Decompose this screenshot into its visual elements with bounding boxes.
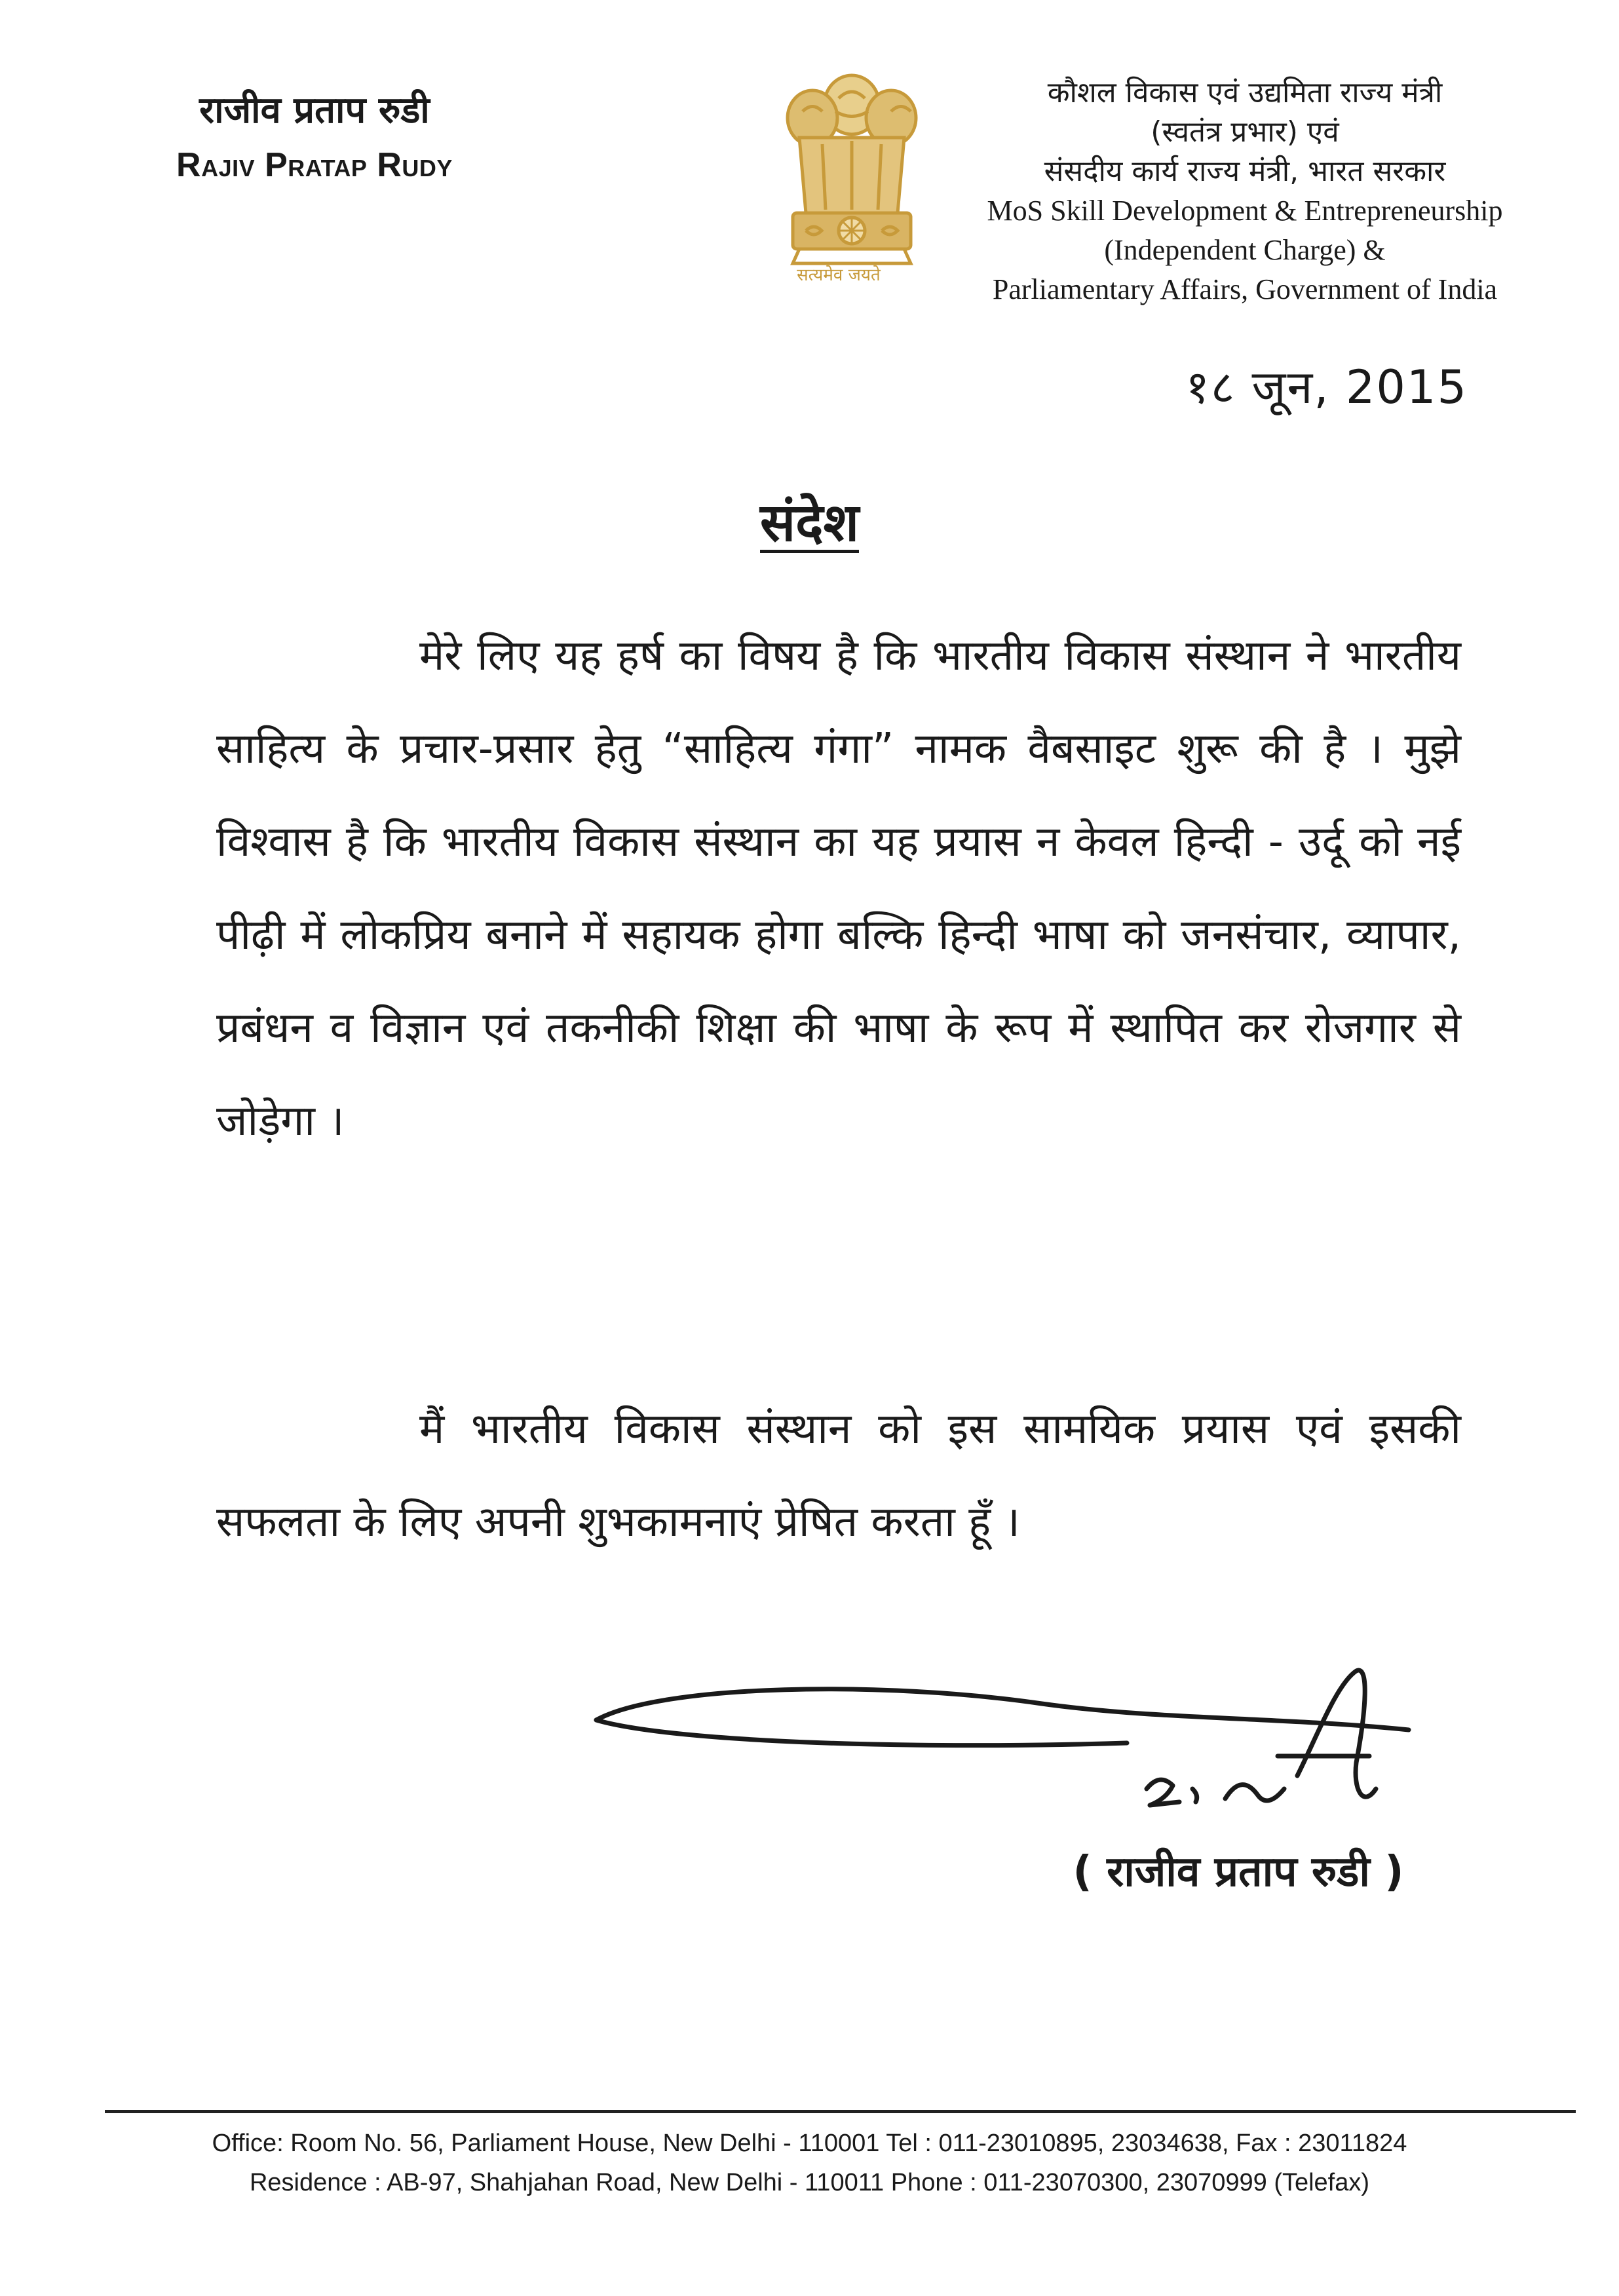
designation-hindi-line-1: कौशल विकास एवं उद्यमिता राज्य मंत्री	[1047, 76, 1443, 109]
signatory-name: ( राजीव प्रताप रुडी )	[1073, 1848, 1404, 1896]
sender-name-english: Rajiv Pratap Rudy	[176, 146, 453, 184]
body-paragraph-1: मेरे लिए यह हर्ष का विषय है कि भारतीय विकास संस्थान ने भारतीय साहित्य के प्रचार-प्रसार हेतु “साहित्य गंगा” नामक वैबसाइट शुरू की है । मुझे विश्वास है कि भारतीय विकास संस्थान का यह प्रयास न केवल हिन्दी - उर्दू को नई पीढ़ी में लोकप्रिय बनाने में सहायक होगा बल्कि हिन्दी भाषा को जनसंचार, व्यापार, प्रबंधन व विज्ञान एवं तकनीकी शिक्षा की भाषा के रूप में स्थापित कर रोजगार से जोड़ेगा ।	[216, 632, 1461, 1145]
footer-residence-address: Residence : AB-97, Shahjahan Road, New Delhi - 110011 Phone : 011-23070300, 23070999 (Telefax)	[249, 2169, 1370, 2196]
handwritten-signature	[583, 1658, 1448, 1841]
designation-hindi-line-3: संसदीय कार्य राज्य मंत्री, भारत सरकार	[1044, 155, 1446, 188]
body-paragraph-2: मैं भारतीय विकास संस्थान को इस सामयिक प्रयास एवं इसकी सफलता के लिए अपनी शुभकामनाएं प्रेषित करता हूँ ।	[216, 1405, 1461, 1546]
emblem-motto: सत्यमेव जयते	[797, 265, 881, 285]
designation-english-line-3: Parliamentary Affairs, Government of India	[992, 273, 1498, 305]
letter-date: १८ जून, 2015	[1185, 360, 1468, 414]
designation-english-line-2: (Independent Charge) &	[1104, 234, 1386, 266]
footer-office-address: Office: Room No. 56, Parliament House, New Delhi - 110001 Tel : 011-23010895, 23034638, Fax : 23011824	[212, 2130, 1407, 2157]
designation-block	[930, 73, 1559, 309]
designation-english-line-1: MoS Skill Development & Entrepreneurship	[987, 195, 1503, 227]
footer-divider	[105, 2110, 1576, 2113]
designation-hindi-line-2: (स्वतंत्र प्रभार) एवं	[1151, 115, 1339, 149]
sender-name-hindi: राजीव प्रताप रुडी	[199, 89, 430, 132]
letter-heading: संदेश	[760, 492, 859, 553]
